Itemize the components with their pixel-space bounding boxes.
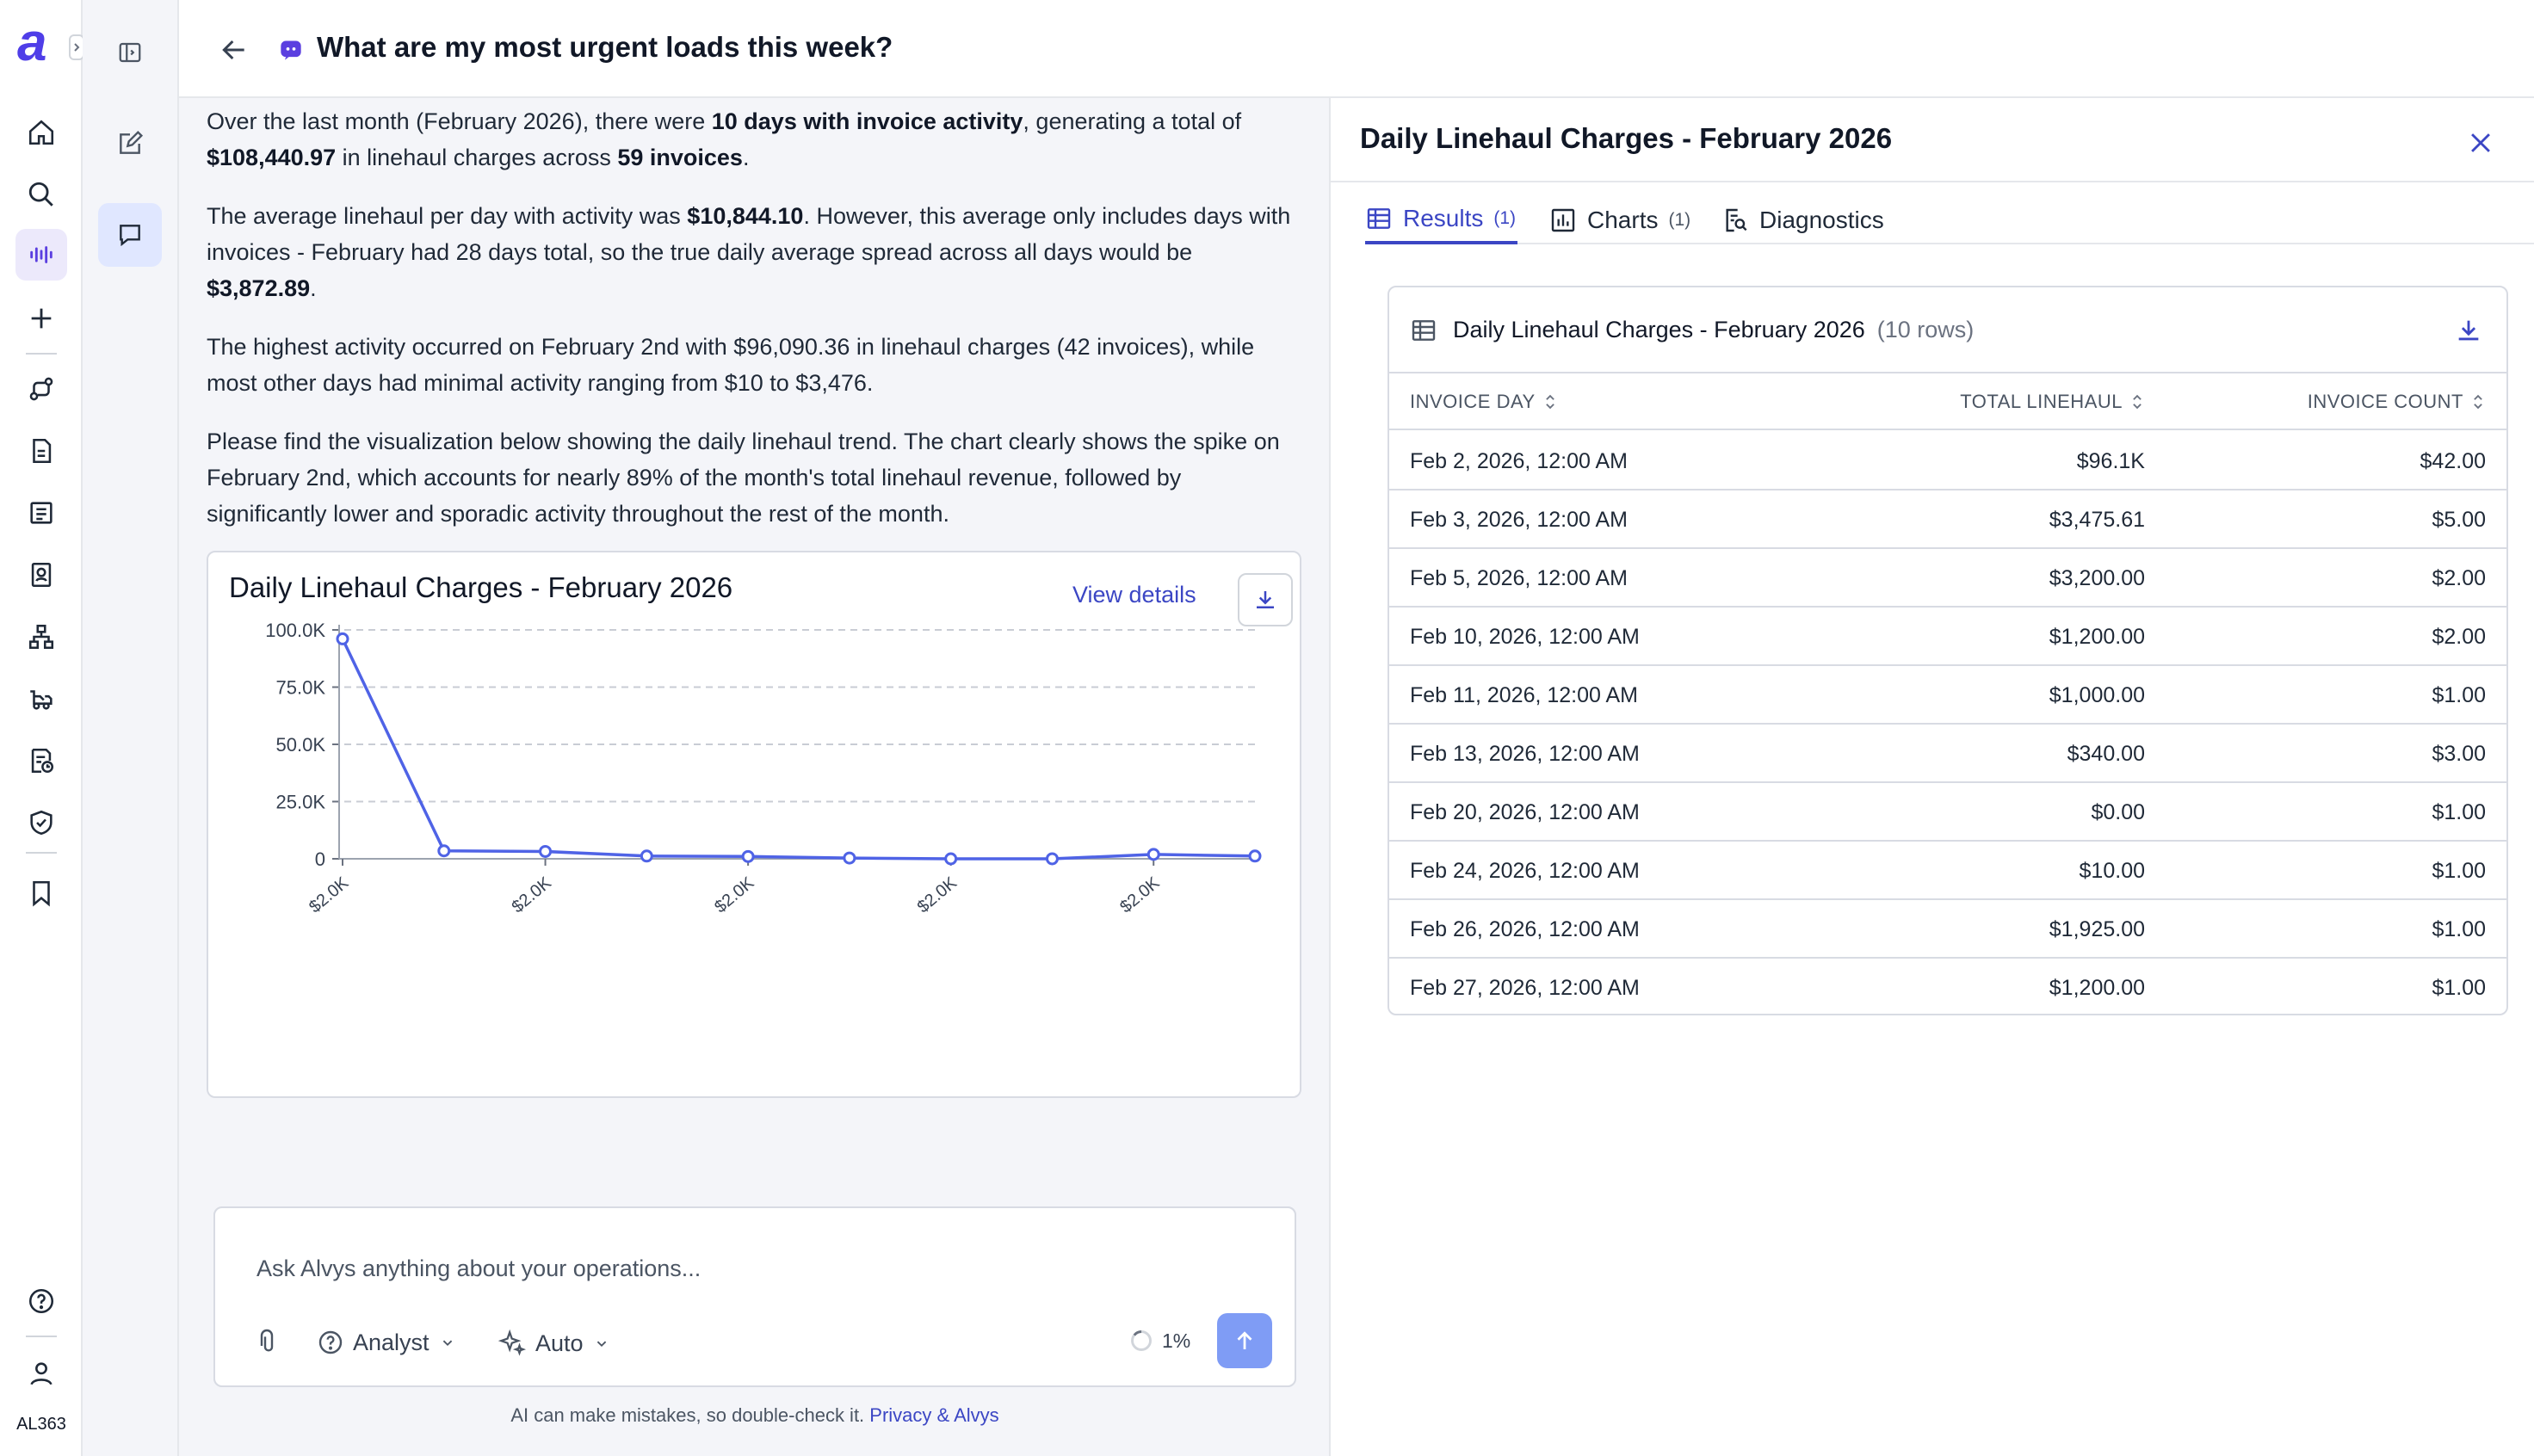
- sparkle-icon: [498, 1329, 527, 1358]
- invoice-count-cell: $1.00: [2432, 859, 2486, 883]
- column-header-total-linehaul[interactable]: [1960, 391, 2145, 413]
- table-title: [1453, 317, 1974, 343]
- close-icon[interactable]: [2460, 122, 2501, 163]
- bar-chart-icon: [1549, 207, 1577, 234]
- panel-title: Daily Linehaul Charges - February 2026: [1360, 122, 1893, 154]
- chevron-down-icon: [438, 1333, 457, 1352]
- plus-icon[interactable]: [15, 293, 67, 344]
- details-panel: [1331, 98, 2534, 1456]
- x-tick-label: $2.0K: [508, 873, 555, 917]
- message-input[interactable]: [256, 1251, 1203, 1286]
- column-label: TOTAL LINEHAUL: [1960, 391, 2123, 412]
- table-row[interactable]: [1389, 783, 2506, 842]
- row-count: (10 rows): [1876, 317, 1975, 342]
- tab-label: Diagnostics: [1759, 207, 1884, 233]
- tab-results[interactable]: [1365, 196, 1517, 244]
- total-linehaul-cell: $1,200.00: [2049, 976, 2145, 1000]
- question-icon: [317, 1329, 344, 1356]
- download-icon: [1252, 587, 1278, 613]
- back-arrow-icon[interactable]: [217, 33, 251, 67]
- table-row[interactable]: [1389, 842, 2506, 900]
- table-row[interactable]: [1389, 900, 2506, 959]
- series-line: [343, 639, 1255, 859]
- data-point: [946, 854, 956, 864]
- sort-icon: [2129, 392, 2145, 411]
- results-table-card: [1388, 286, 2508, 1015]
- column-label: INVOICE DAY: [1410, 391, 1536, 412]
- tab-charts[interactable]: [1549, 196, 1690, 244]
- data-point: [641, 851, 652, 861]
- total-linehaul-cell: $3,200.00: [2049, 566, 2145, 590]
- column-label: INVOICE COUNT: [2307, 391, 2463, 412]
- data-point: [541, 846, 551, 856]
- x-tick-label: $2.0K: [913, 873, 961, 917]
- table-row[interactable]: [1389, 549, 2506, 608]
- chat-area: [179, 98, 1331, 1456]
- message-composer: [213, 1206, 1296, 1387]
- progress-ring-icon: [1129, 1329, 1153, 1353]
- tab-count: (1): [1668, 210, 1691, 230]
- invoice-day-cell: Feb 3, 2026, 12:00 AM: [1410, 508, 1628, 532]
- y-tick-label: 100.0K: [265, 620, 325, 641]
- invoice-day-cell: Feb 11, 2026, 12:00 AM: [1410, 683, 1639, 707]
- chevron-down-icon: [592, 1334, 611, 1353]
- invoice-count-cell: $2.00: [2432, 566, 2486, 590]
- rail-divider: [26, 353, 57, 355]
- attach-icon[interactable]: [255, 1329, 291, 1356]
- data-point: [337, 633, 348, 644]
- table-icon: [1410, 317, 1437, 344]
- alvys-logo[interactable]: [15, 17, 67, 69]
- column-header-invoice-count[interactable]: [2308, 391, 2486, 413]
- tab-count: (1): [1493, 208, 1517, 228]
- table-row[interactable]: [1389, 608, 2506, 666]
- home-icon[interactable]: [15, 107, 67, 158]
- column-header-invoice-day[interactable]: [1410, 391, 1558, 413]
- invoice-day-cell: Feb 5, 2026, 12:00 AM: [1410, 566, 1628, 590]
- invoice-day-cell: Feb 2, 2026, 12:00 AM: [1410, 449, 1628, 473]
- chat-history-icon[interactable]: [98, 203, 162, 267]
- y-tick-label: 25.0K: [275, 791, 325, 813]
- table-icon: [1365, 205, 1393, 232]
- sort-icon: [1542, 392, 1558, 411]
- total-linehaul-cell: $1,200.00: [2049, 625, 2145, 649]
- route-icon[interactable]: [15, 363, 67, 415]
- line-chart: [208, 552, 1300, 1096]
- model-selector[interactable]: [498, 1329, 620, 1358]
- disclaimer-text: AI can make mistakes, so double-check it.: [510, 1404, 870, 1426]
- data-point: [439, 846, 449, 856]
- view-details-link[interactable]: View details: [1072, 582, 1196, 608]
- tab-label: Charts: [1587, 207, 1659, 233]
- tab-diagnostics[interactable]: [1721, 196, 1884, 244]
- help-icon[interactable]: [15, 1275, 67, 1327]
- table-name: Daily Linehaul Charges - February 2026: [1453, 317, 1865, 342]
- user-code: AL363: [16, 1415, 66, 1434]
- usage-indicator: [1129, 1329, 1190, 1353]
- invoice-day-cell: Feb 26, 2026, 12:00 AM: [1410, 917, 1640, 941]
- y-tick-label: 50.0K: [275, 734, 325, 756]
- response-paragraph: The average linehaul per day with activity was $10,844.10. However, this average only includes days with invoices - February had 28 days total, so the true daily average spread across all days would be $3,872.89.: [207, 203, 1291, 301]
- total-linehaul-cell: $3,475.61: [2049, 508, 2145, 532]
- download-icon[interactable]: [2451, 313, 2486, 348]
- svg-text:a: a: [17, 17, 47, 69]
- tabs-divider: [1365, 243, 2534, 244]
- total-linehaul-cell: $1,000.00: [2049, 683, 2145, 707]
- response-paragraph: Please find the visualization below showing the daily linehaul trend. The chart clearly shows the spike on February 2nd, which accounts for nearly 89% of the month's total linehaul revenue, followed by significantly lower and sporadic activity throughout the rest of the month.: [207, 429, 1280, 527]
- total-linehaul-cell: $10.00: [2079, 859, 2145, 883]
- rail-divider: [26, 852, 57, 854]
- invoice-count-cell: $42.00: [2420, 449, 2486, 473]
- arrow-up-icon: [1232, 1328, 1258, 1354]
- new-chat-icon[interactable]: [98, 112, 162, 176]
- voice-icon[interactable]: [15, 229, 67, 281]
- response-paragraph: Over the last month (February 2026), there were 10 days with invoice activity, generating a total of $108,440.97 in linehaul charges across 59 invoices.: [207, 108, 1242, 170]
- invoice-count-cell: $1.00: [2432, 800, 2486, 824]
- x-tick-label: $2.0K: [711, 873, 758, 917]
- report-icon[interactable]: [15, 487, 67, 539]
- ai-assistant-icon: [279, 38, 303, 62]
- invoice-day-cell: Feb 13, 2026, 12:00 AM: [1410, 742, 1640, 766]
- privacy-link[interactable]: Privacy & Alvys: [869, 1404, 999, 1426]
- invoice-day-cell: Feb 27, 2026, 12:00 AM: [1410, 976, 1640, 1000]
- total-linehaul-cell: $1,925.00: [2049, 917, 2145, 941]
- document-icon[interactable]: [15, 425, 67, 477]
- data-point: [844, 853, 855, 863]
- shield-check-icon[interactable]: [15, 797, 67, 848]
- total-linehaul-cell: $0.00: [2091, 800, 2145, 824]
- invoice-count-cell: $1.00: [2432, 976, 2486, 1000]
- data-point: [1148, 849, 1159, 860]
- invoice-count-cell: $5.00: [2432, 508, 2486, 532]
- x-tick-label: $2.0K: [306, 873, 353, 917]
- invoice-count-cell: $3.00: [2432, 742, 2486, 766]
- y-tick-label: 75.0K: [275, 676, 325, 699]
- search-icon[interactable]: [15, 169, 67, 220]
- page-title: What are my most urgent loads this week?: [317, 31, 893, 63]
- table-row[interactable]: [1389, 490, 2506, 549]
- table-column-headers: [1389, 373, 2506, 430]
- conversation-toolbar: [83, 0, 179, 1456]
- page-header: [179, 0, 2534, 98]
- table-row[interactable]: [1389, 959, 2506, 1015]
- y-tick-label: 0: [314, 848, 325, 870]
- chart-download-button[interactable]: [1238, 573, 1293, 626]
- tab-label: Results: [1403, 205, 1484, 231]
- rail-divider: [26, 1336, 57, 1337]
- total-linehaul-cell: $340.00: [2067, 742, 2145, 766]
- table-row[interactable]: [1389, 432, 2506, 490]
- response-paragraph: The highest activity occurred on February 2nd with $96,090.36 in linehaul charges (42 invoices), while most other days had minimal activity ranging from $10 to $3,476.: [207, 334, 1255, 396]
- network-icon[interactable]: [15, 611, 67, 663]
- mode-label: Analyst: [353, 1329, 430, 1355]
- table-row[interactable]: [1389, 725, 2506, 783]
- invoice-day-cell: Feb 20, 2026, 12:00 AM: [1410, 800, 1640, 824]
- chart-title: Daily Linehaul Charges - February 2026: [229, 571, 733, 603]
- sort-icon: [2470, 392, 2486, 411]
- bookmark-icon[interactable]: [15, 867, 67, 919]
- icon-rail: [0, 0, 83, 1456]
- invoice-count-cell: $1.00: [2432, 683, 2486, 707]
- invoice-day-cell: Feb 24, 2026, 12:00 AM: [1410, 859, 1640, 883]
- invoice-day-cell: Feb 10, 2026, 12:00 AM: [1410, 625, 1640, 649]
- data-point: [1047, 854, 1057, 864]
- mode-selector[interactable]: [317, 1329, 466, 1356]
- usage-label: 1%: [1162, 1329, 1191, 1352]
- contacts-icon[interactable]: [15, 549, 67, 601]
- billing-icon[interactable]: [15, 735, 67, 787]
- data-point: [1250, 851, 1260, 861]
- diagnostics-icon: [1721, 207, 1749, 234]
- invoice-count-cell: $2.00: [2432, 625, 2486, 649]
- panel-divider: [1331, 181, 2534, 182]
- data-point: [743, 851, 753, 861]
- ai-disclaimer: [179, 1404, 1331, 1427]
- user-icon[interactable]: [15, 1348, 67, 1399]
- table-row[interactable]: [1389, 666, 2506, 725]
- sidebar-toggle-icon[interactable]: [98, 21, 162, 84]
- send-button[interactable]: [1217, 1313, 1272, 1368]
- x-tick-label: $2.0K: [1116, 873, 1164, 917]
- total-linehaul-cell: $96.1K: [2076, 449, 2145, 473]
- model-label: Auto: [535, 1330, 584, 1356]
- invoice-count-cell: $1.00: [2432, 917, 2486, 941]
- chart-card: [207, 551, 1301, 1098]
- table-card-header: [1389, 287, 2506, 373]
- truck-icon[interactable]: [15, 673, 67, 725]
